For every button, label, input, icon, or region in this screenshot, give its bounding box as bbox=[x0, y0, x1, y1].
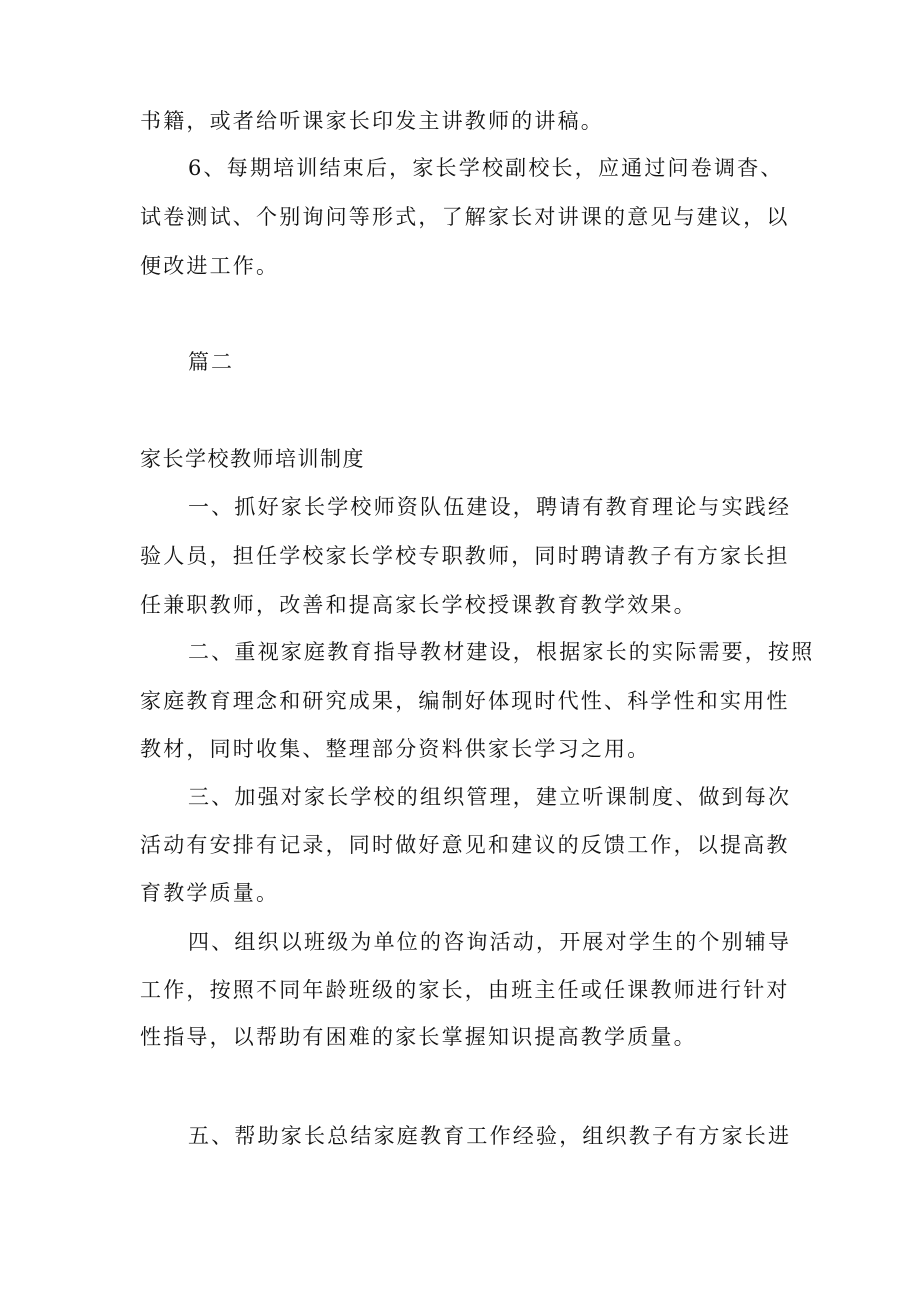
text-line: 育教学质量。 bbox=[140, 881, 280, 905]
text-line: 便改进工作。 bbox=[140, 254, 280, 278]
text-line: 6、每期培训结束后，家长学校副校长，应通过问卷调杳、 bbox=[188, 156, 784, 180]
text-line: 家庭教育理念和研究成果，编制好体现时代性、科学性和实用性 bbox=[140, 689, 790, 713]
text-line: 三、加强对家长学校的组织管理，建立听课制度、做到每次 bbox=[188, 785, 792, 809]
section-heading: 篇二 bbox=[188, 350, 234, 374]
text-line: 工作，按照不同年龄班级的家长，由班主任或任课教师进行针对 bbox=[140, 978, 790, 1002]
text-line: 任兼职教师，改善和提高家长学校授课教育教学效果。 bbox=[140, 593, 697, 617]
document-title: 家长学校教师培训制度 bbox=[140, 447, 365, 471]
text-line: 性指导，以帮助有困难的家长掌握知识提高教学质量。 bbox=[140, 1025, 697, 1049]
text-line: 书籍，或者给听课家长印发主讲教师的讲稿。 bbox=[140, 109, 604, 133]
text-line: 一、抓好家长学校师资队伍建设，聘请有教育理论与实践经 bbox=[188, 495, 792, 519]
text-line: 验人员，担任学校家长学校专职教师，同时聘请教子有方家长担 bbox=[140, 544, 790, 568]
text-line: 二、重视家庭教育指导教材建设，根据家长的实际需要，按照 bbox=[188, 640, 815, 664]
text-line: 四、组织以班级为单位的咨询活动，开展对学生的个别辅导 bbox=[188, 930, 792, 954]
text-line: 五、帮助家长总结家庭教育工作经验，组织教子有方家长进 bbox=[188, 1124, 792, 1148]
text-line: 教材，同时收集、整理部分资料供家长学习之用。 bbox=[140, 737, 651, 761]
text-line: 活动有安排有记录，同时做好意见和建议的反馈工作，以提高教 bbox=[140, 833, 790, 857]
text-line: 试卷测试、个别询问等形式，了解家长对讲课的意见与建议，以 bbox=[140, 205, 790, 229]
